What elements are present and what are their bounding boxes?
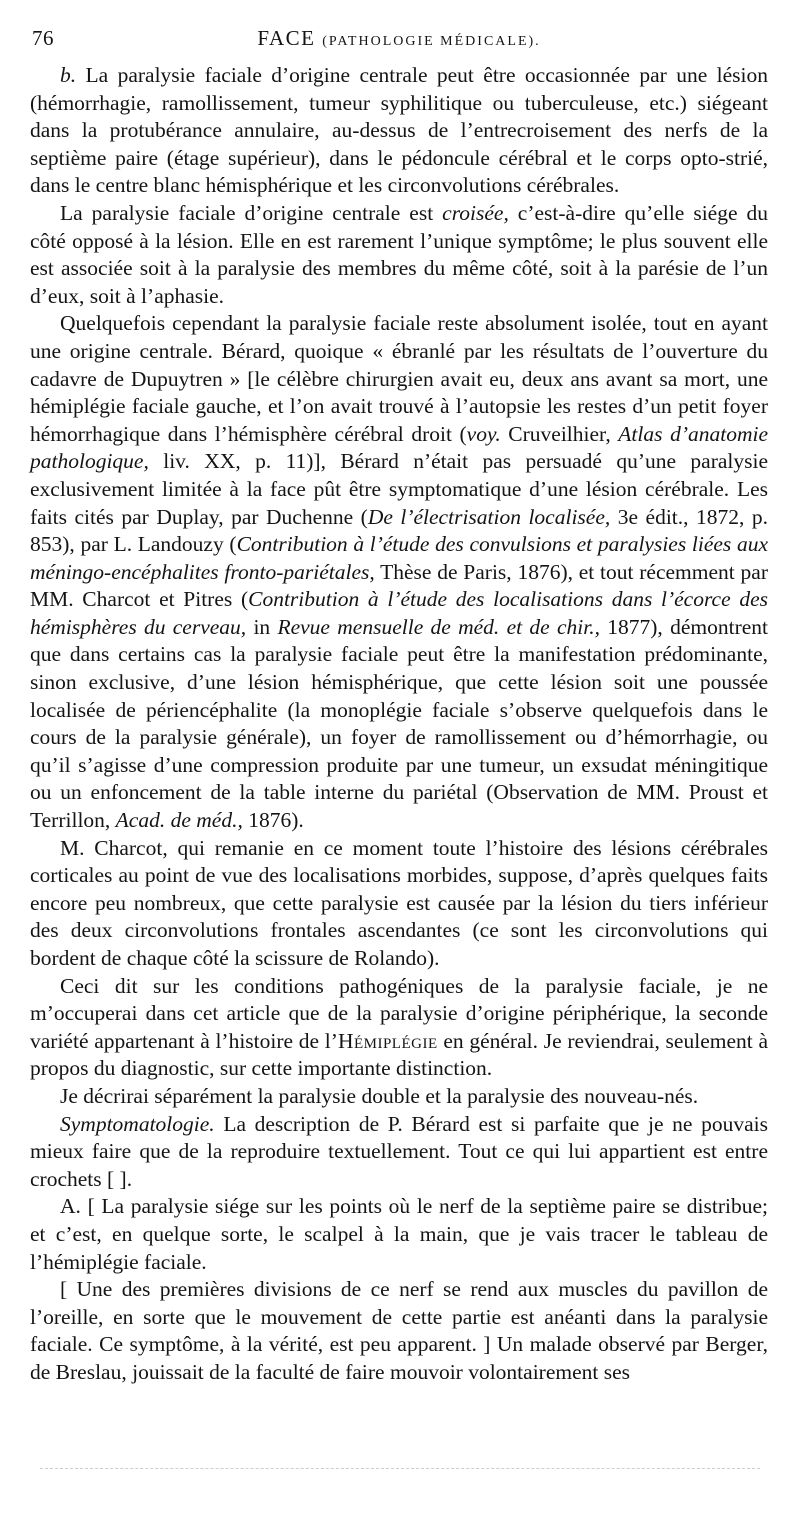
text-run: in bbox=[246, 614, 278, 639]
paragraph bbox=[30, 1083, 768, 1111]
small-caps-text: Hémiplégie bbox=[337, 1028, 438, 1053]
paragraph bbox=[30, 310, 768, 834]
text-run: Je décrirai séparément la paralysie double et la paralysie des nouveau-nés. bbox=[60, 1083, 699, 1108]
text-run: A. [ La paralysie siége sur les points où le nerf de la septième paire se distribue; et c’est, en quelque sorte, le scalpel à la main, que je vais tracer le tableau de l’hémiplégie faciale. bbox=[30, 1194, 768, 1274]
page bbox=[30, 26, 768, 1387]
paragraph bbox=[30, 1111, 768, 1194]
paragraph bbox=[30, 1193, 768, 1276]
text-run: liv. XX, p. 11)], Bérard n’était pas persuadé qu’une paralysie exclusivement limitée à la face pût être symptomatique d’une lésion cérébrale. Les faits cités par Duplay, par Duchenne ( bbox=[30, 449, 768, 529]
text-run: La paralysie faciale d’origine centrale peut être occasionnée par une lésion (hémorrhagie, ramollissement, tumeur syphilitique ou tuberculeuse, etc.) siégeant dans la protubérance annulaire, au-dessus de l’entrecroisement des nerfs de la septième paire (étage supérieur), dans le pédoncule cérébral et le corps opto-strié, dans le centre blanc hémisphérique et les circonvolutions cérébrales. bbox=[30, 63, 768, 198]
text-run: c’est-à-dire qu’elle siége du côté opposé à la lésion. Elle en est rarement l’unique symptôme; le plus souvent elle est associée soit à la paralysie des membres du même côté, soit à la parésie de l’un d’eux, soit à l’aphasie. bbox=[30, 200, 768, 308]
text-run: M. Charcot, qui remanie en ce moment toute l’histoire des lésions cérébrales corticales au point de vue des localisations morbides, suppose, d’après quelques faits encore peu nombreux, que cette paralysie est causée par la lésion du tiers inférieur des deux circonvolutions frontales ascendantes (ce sont les circonvolutions qui bordent de chaque côté la scissure de Rolando). bbox=[30, 835, 768, 970]
italic-text: Acad. de méd., bbox=[115, 808, 243, 833]
footer-rule bbox=[40, 1468, 760, 1469]
text-run: La description de P. Bérard est si parfaite que je ne pouvais mieux faire que de la reproduire textuellement. Tout ce qui lui appartient est entre crochets [ ]. bbox=[30, 1111, 768, 1191]
text-run: 1877), démontrent que dans certains cas la paralysie faciale peut être la manifestation prédominante, sinon exclusive, d’une lésion hémisphérique, que cette lésion soit une poussée localisée de périencéphalite (la monoplégie faciale s’observe quelquefois dans le cours de la paralysie générale), un foyer de ramollissement ou d’hémorrhagie, ou qu’il s’agisse d’une compression produite par une tumeur, un exsudat méningitique ou un enfoncement de la table interne du pariétal (Observation de MM. Proust et Terrillon, bbox=[30, 614, 768, 833]
paragraph bbox=[30, 835, 768, 973]
italic-text: Atlas d’anatomie pathologique, bbox=[30, 421, 768, 474]
text-run: Ceci dit sur les conditions pathogéniques de la paralysie faciale, je ne m’occuperai dans cet article que de la paralysie d’origine périphérique, la seconde variété appartenant à l’histoire de l’ bbox=[30, 973, 768, 1053]
italic-text: b. bbox=[60, 63, 77, 87]
italic-text: voy. bbox=[466, 421, 501, 446]
body-text bbox=[30, 62, 768, 1387]
running-title-main: FACE bbox=[257, 26, 316, 50]
italic-text: De l’électrisation localisée, bbox=[367, 504, 611, 529]
text-run: 3e édit., 1872, p. 853), par L. Landouzy ( bbox=[30, 504, 768, 557]
italic-text: Symptomatologie. bbox=[60, 1111, 215, 1136]
italic-text: croisée, bbox=[442, 200, 509, 225]
text-run: [ Une des premières divisions de ce nerf se rend aux muscles du pavillon de l’oreille, en sorte que le mouvement de cette partie est anéanti dans la paralysie faciale. Ce symptôme, à la vérité, est peu apparent. ] Un malade observé par Berger, de Breslau, jouissait de la faculté de faire mouvoir volontairement ses bbox=[30, 1277, 768, 1384]
paragraph bbox=[30, 1276, 768, 1386]
text-run: en général. Je reviendrai, seulement à propos du diagnostic, sur cette importante distinction. bbox=[30, 1028, 768, 1081]
running-title-sub: (PATHOLOGIE MÉDICALE). bbox=[322, 34, 541, 49]
paragraph bbox=[30, 62, 768, 200]
paragraph bbox=[30, 973, 768, 1083]
text-run: Cruveilhier, bbox=[500, 421, 619, 446]
running-title bbox=[30, 26, 768, 51]
italic-text: Contribution à l’étude des convulsions et paralysies liées aux méningo-encéphalites fronto-pariétales, bbox=[30, 532, 768, 584]
italic-text: Revue mensuelle de méd. et de chir., bbox=[277, 614, 600, 639]
paragraph bbox=[30, 200, 768, 310]
italic-text: Contribution à l’étude des localisations dans l’écorce des hémisphères du cerveau, bbox=[30, 587, 768, 639]
text-run: Quelquefois cependant la paralysie faciale reste absolument isolée, tout en ayant une origine centrale. Bérard, quoique « ébranlé par les résultats de l’ouverture du cadavre de Dupuytren » [le célèbre chirurgien avait eu, deux ans avant sa mort, une hémiplégie faciale gauche, et l’on avait trouvé à l’autopsie les restes d’un petit foyer hémorrhagique dans l’hémisphère cérébral droit ( bbox=[30, 311, 768, 446]
text-run: 1876). bbox=[242, 808, 304, 833]
page-number: 76 bbox=[32, 26, 54, 50]
text-run: Thèse de Paris, 1876), et tout récemment par MM. Charcot et Pitres ( bbox=[30, 559, 768, 612]
text-run: La paralysie faciale d’origine centrale est bbox=[60, 200, 443, 225]
running-head bbox=[30, 26, 768, 62]
